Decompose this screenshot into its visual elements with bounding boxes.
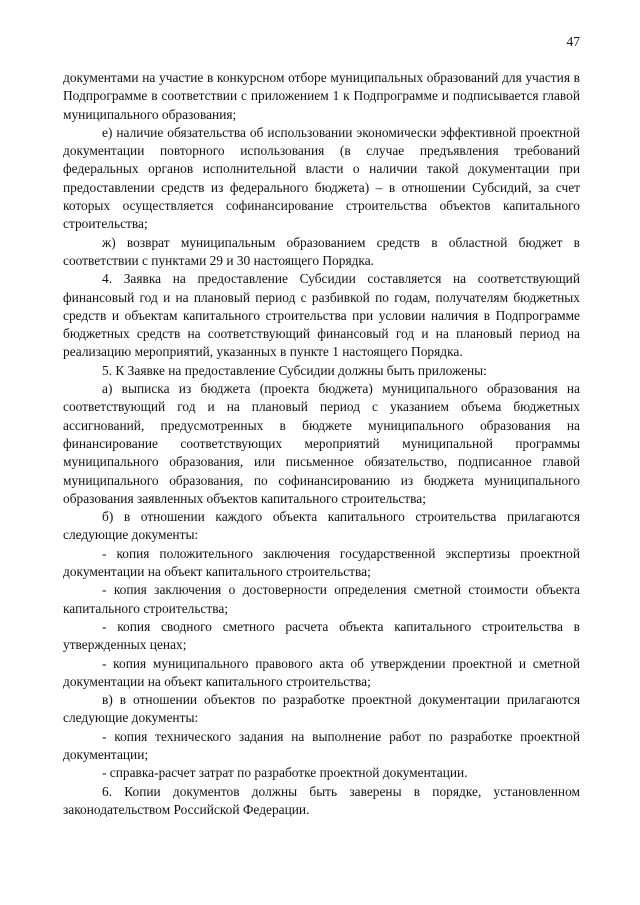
list-item: - копия сводного сметного расчета объекта капитального строительства в утвержденных ценах; [63, 618, 580, 653]
paragraph: б) в отношении каждого объекта капитального строительства прилагаются следующие документы: [63, 509, 580, 543]
paragraph: а) выписка из бюджета (проекта бюджета) муниципального образования на соответствующий год и на плановый период с указанием объема бюджетных ассигнований, предусмотренных в бюджете муниципального образования на финансирование соответствующих мероприятий муниципальной программы муниципального образования, или письменное обязательство, подписанное главой муниципального образования, по софинансированию из бюджета муниципального образования заявленных объектов капитального строительства; [63, 381, 580, 506]
list-item: - копия заключения о достоверности определения сметной стоимости объекта капитального строительства; [63, 582, 580, 616]
list-item: - копия муниципального правового акта об утверждении проектной и сметной документации на объект капитального строительства; [63, 655, 580, 689]
paragraph: документами на участие в конкурсном отборе муниципальных образований для участия в Подпрограмме в соответствии с приложением 1 к Подпрограмме и подписывается главой муниципального образования; [63, 70, 580, 122]
paragraph: е) наличие обязательства об использовании экономически эффективной проектной документации повторного использования (в случае предъявления требований федеральных органов исполнительной власти о наличии такой документации при предоставлении средств из федерального бюджета) – в отношении Субсидий, за счет которых осуществляется софинансирование строительства объектов капитального строительства; [63, 124, 580, 232]
list-item: - копия технического задания на выполнение работ по разработке проектной документации; [63, 728, 580, 762]
list-item: - справка-расчет затрат по разработке проектной документации. [102, 765, 468, 781]
page-number: 47 [566, 34, 580, 49]
paragraph: в) в отношении объектов по разработке проектной документации прилагаются следующие документы: [63, 692, 580, 726]
document-body [63, 69, 580, 819]
paragraph: 6. Копии документов должны быть заверены в порядке, установленном законодательством Российской Федерации. [63, 783, 580, 817]
list-item: - копия положительного заключения государственной экспертизы проектной документации на объект капитального строительства; [63, 545, 580, 580]
paragraph: ж) возврат муниципальным образованием средств в областной бюджет в соответствии с пунктами 29 и 30 настоящего Порядка. [63, 234, 580, 268]
paragraph: 5. К Заявке на предоставление Субсидии должны быть приложены: [102, 362, 487, 378]
paragraph: 4. Заявка на предоставление Субсидии составляется на соответствующий финансовый год и на плановый период с разбивкой по годам, получателям бюджетных средств и объектам капитального строительства при условии наличия в Подпрограмме бюджетных средств на соответствующий финансовый год и на плановый период на реализацию мероприятий, указанных в пункте 1 настоящего Порядка. [63, 271, 580, 360]
